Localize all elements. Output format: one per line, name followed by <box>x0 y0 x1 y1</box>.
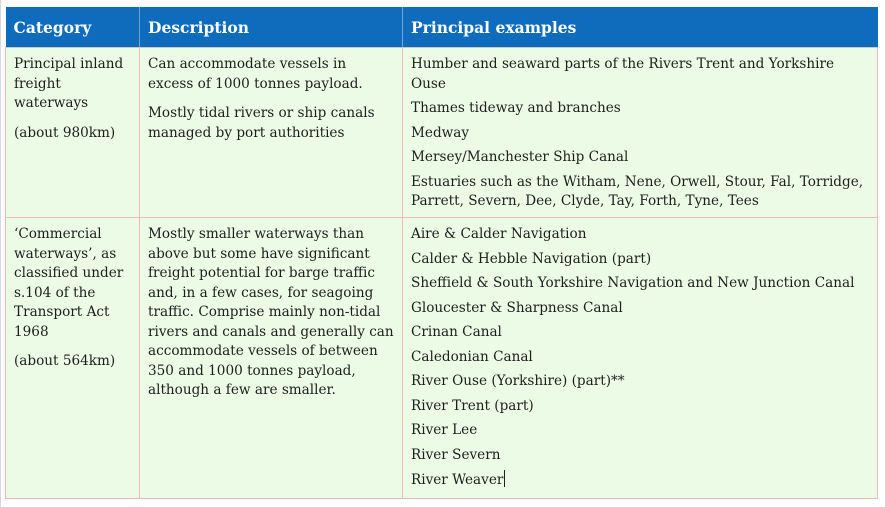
category-cell[interactable] <box>6 48 140 218</box>
header-principal-examples: Principal examples <box>403 7 878 48</box>
example-item: Gloucester & Sharpness Canal <box>411 299 623 316</box>
example-item: Sheffield & South Yorkshire Navigation and New Junction Canal <box>411 275 855 291</box>
example-item: Aire & Calder Navigation <box>411 226 587 242</box>
category-name: Principal inland freight waterways <box>14 56 124 111</box>
example-item: Humber and seaward parts of the Rivers Trent and Yorkshire Ouse <box>411 56 834 92</box>
description-cell[interactable] <box>140 218 403 499</box>
example-item: River Severn <box>411 446 501 463</box>
description-paragraph: Can accommodate vessels in excess of 1000 tonnes payload. <box>148 56 363 92</box>
example-item: Crinan Canal <box>411 324 502 340</box>
text-cursor <box>504 470 505 487</box>
example-item: River Ouse (Yorkshire) (part)** <box>411 373 625 389</box>
examples-cell[interactable] <box>403 218 878 499</box>
header-category: Category <box>6 7 140 48</box>
table-row <box>6 218 878 499</box>
example-item: Thames tideway and branches <box>411 100 621 116</box>
category-cell[interactable] <box>6 218 140 499</box>
description-cell[interactable] <box>140 48 403 218</box>
description-paragraph: Mostly tidal rivers or ship canals managed by port authorities <box>148 105 375 141</box>
table-header <box>6 7 878 48</box>
top-margin <box>5 0 877 7</box>
example-item: Medway <box>411 124 470 141</box>
example-item: River Lee <box>411 422 478 438</box>
category-name: ‘Commercial waterways’, as classified under s.104 of the Transport Act 1968 <box>14 226 124 340</box>
example-item: River Weaver <box>411 472 504 488</box>
example-item: Caledonian Canal <box>411 348 533 365</box>
header-row <box>6 7 878 48</box>
waterways-table <box>5 7 878 499</box>
category-length: (about 980km) <box>14 124 116 141</box>
example-item: Mersey/Manchester Ship Canal <box>411 149 629 165</box>
example-item: Estuaries such as the Witham, Nene, Orwell, Stour, Fal, Torridge, Parrett, Severn, Dee, Clyde, Tay, Forth, Tyne, Tees <box>411 173 864 209</box>
examples-cell[interactable] <box>403 48 878 218</box>
example-item-last <box>411 470 869 491</box>
example-item: River Trent (part) <box>411 397 534 414</box>
example-item: Calder & Hebble Navigation (part) <box>411 250 652 267</box>
description-paragraph: Mostly smaller waterways than above but some have significant freight potential for barge traffic and, in a few cases, for seagoing traffic. Comprise mainly non-tidal rivers and canals and generally can accommodate vessels of between 350 and 1000 tonnes payload, although a few are smaller. <box>148 226 394 398</box>
category-length: (about 564km) <box>14 353 116 369</box>
header-description: Description <box>140 7 403 48</box>
table-row <box>6 48 878 218</box>
table-body <box>6 48 878 499</box>
